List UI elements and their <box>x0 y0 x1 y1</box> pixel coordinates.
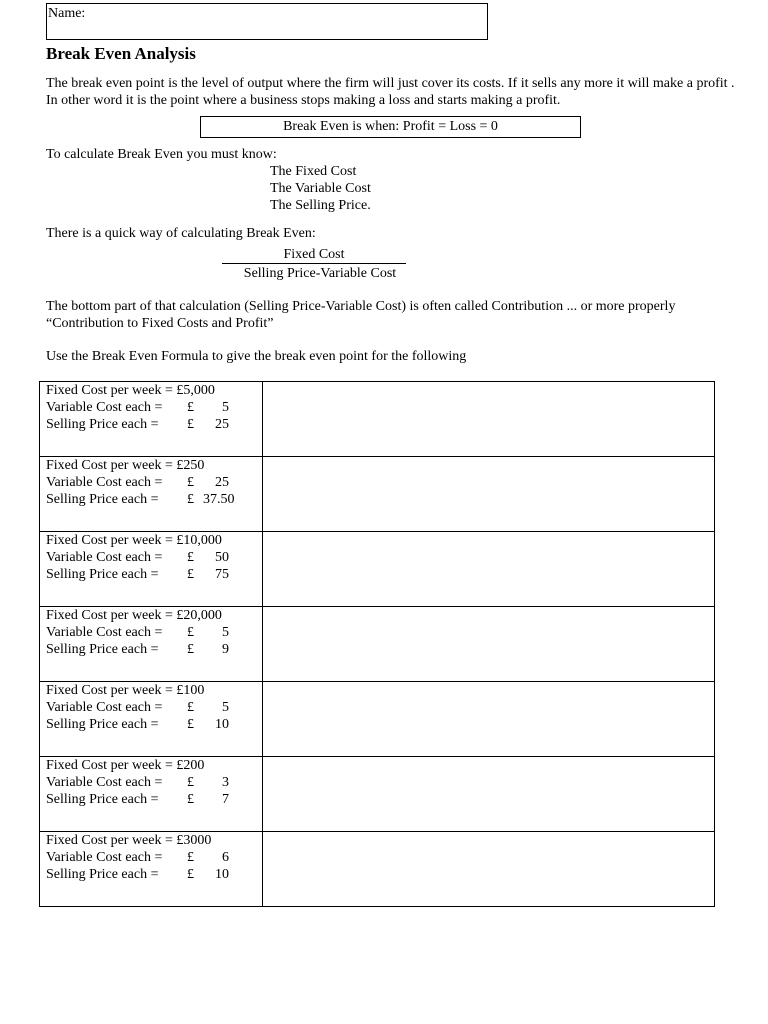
currency-symbol: £ <box>187 775 194 790</box>
name-field[interactable] <box>46 3 488 40</box>
selling-price-line <box>46 641 262 658</box>
fixed-cost-text: Fixed Cost per week = £200 <box>46 758 205 773</box>
exercise-given-values <box>40 757 263 832</box>
exercise-given-values <box>40 382 263 457</box>
exercise-row <box>40 832 715 907</box>
selling-price-line <box>46 566 262 583</box>
selling-price-value: 9 <box>222 642 229 657</box>
fixed-cost-text: Fixed Cost per week = £250 <box>46 458 205 473</box>
exercise-table <box>39 381 715 907</box>
break-even-condition-box: Break Even is when: Profit = Loss = 0 <box>200 116 581 138</box>
selling-price-value: 10 <box>215 867 229 882</box>
exercise-row <box>40 757 715 832</box>
currency-symbol: £ <box>187 700 194 715</box>
exercise-row <box>40 457 715 532</box>
fixed-cost-line <box>46 757 262 774</box>
selling-price-line <box>46 416 262 433</box>
currency-symbol: £ <box>187 642 194 657</box>
selling-price-value: 75 <box>215 567 229 582</box>
answer-cell[interactable] <box>263 382 715 457</box>
variable-cost-label: Variable Cost each = <box>46 700 163 715</box>
exercise-given-values <box>40 532 263 607</box>
currency-symbol: £ <box>187 400 194 415</box>
variable-cost-value: 50 <box>215 550 229 565</box>
fixed-cost-line <box>46 532 262 549</box>
formula-denominator: Selling Price-Variable Cost <box>243 266 397 281</box>
answer-cell[interactable] <box>263 532 715 607</box>
currency-symbol: £ <box>187 417 194 432</box>
variable-cost-label: Variable Cost each = <box>46 850 163 865</box>
requirements-heading: To calculate Break Even you must know: <box>46 147 277 162</box>
quick-method-heading: There is a quick way of calculating Break Even: <box>46 226 316 241</box>
variable-cost-label: Variable Cost each = <box>46 475 163 490</box>
currency-symbol: £ <box>187 867 194 882</box>
name-label: Name: <box>48 6 86 21</box>
page-title: Break Even Analysis <box>46 44 196 63</box>
currency-symbol: £ <box>187 492 194 507</box>
fixed-cost-line <box>46 457 262 474</box>
variable-cost-line <box>46 624 262 641</box>
exercise-given-values <box>40 682 263 757</box>
selling-price-label: Selling Price each = <box>46 417 159 432</box>
selling-price-value: 25 <box>215 417 229 432</box>
variable-cost-line <box>46 774 262 791</box>
selling-price-line <box>46 716 262 733</box>
fixed-cost-text: Fixed Cost per week = £5,000 <box>46 383 215 398</box>
variable-cost-label: Variable Cost each = <box>46 625 163 640</box>
exercise-instruction: Use the Break Even Formula to give the break even point for the following <box>46 349 467 364</box>
variable-cost-label: Variable Cost each = <box>46 550 163 565</box>
variable-cost-line <box>46 399 262 416</box>
exercise-given-values <box>40 832 263 907</box>
fixed-cost-line <box>46 607 262 624</box>
requirement-selling-price: The Selling Price. <box>270 198 371 213</box>
answer-cell[interactable] <box>263 832 715 907</box>
selling-price-value: 10 <box>215 717 229 732</box>
currency-symbol: £ <box>187 550 194 565</box>
variable-cost-line <box>46 549 262 566</box>
formula-numerator: Fixed Cost <box>222 247 406 264</box>
contribution-paragraph: The bottom part of that calculation (Selling Price-Variable Cost) is often called Contribution ... or more properly “Contribution to Fixed Costs and Profit” <box>46 299 676 331</box>
variable-cost-value: 25 <box>215 475 229 490</box>
currency-symbol: £ <box>187 475 194 490</box>
variable-cost-label: Variable Cost each = <box>46 400 163 415</box>
exercise-row <box>40 607 715 682</box>
fixed-cost-text: Fixed Cost per week = £3000 <box>46 833 212 848</box>
fixed-cost-line <box>46 832 262 849</box>
exercise-row <box>40 532 715 607</box>
answer-cell[interactable] <box>263 607 715 682</box>
exercise-given-values <box>40 457 263 532</box>
selling-price-label: Selling Price each = <box>46 867 159 882</box>
requirement-fixed-cost: The Fixed Cost <box>270 164 357 179</box>
variable-cost-line <box>46 849 262 866</box>
selling-price-label: Selling Price each = <box>46 717 159 732</box>
selling-price-label: Selling Price each = <box>46 567 159 582</box>
variable-cost-label: Variable Cost each = <box>46 775 163 790</box>
break-even-formula <box>222 247 418 282</box>
currency-symbol: £ <box>187 717 194 732</box>
selling-price-line <box>46 866 262 883</box>
exercise-row <box>40 682 715 757</box>
currency-symbol: £ <box>187 850 194 865</box>
selling-price-line <box>46 791 262 808</box>
fixed-cost-line <box>46 682 262 699</box>
variable-cost-value: 3 <box>222 775 229 790</box>
variable-cost-line <box>46 699 262 716</box>
answer-cell[interactable] <box>263 757 715 832</box>
currency-symbol: £ <box>187 625 194 640</box>
selling-price-label: Selling Price each = <box>46 792 159 807</box>
requirements-list <box>270 163 371 214</box>
currency-symbol: £ <box>187 567 194 582</box>
selling-price-label: Selling Price each = <box>46 642 159 657</box>
selling-price-value: 7 <box>222 792 229 807</box>
fixed-cost-text: Fixed Cost per week = £10,000 <box>46 533 222 548</box>
intro-paragraph: The break even point is the level of output where the firm will just cover its costs. If it sells any more it will make a profit . In other word it is the point where a business stops making a loss and starts making a profit. <box>46 76 735 108</box>
fixed-cost-text: Fixed Cost per week = £100 <box>46 683 205 698</box>
selling-price-value: 37.50 <box>203 492 235 507</box>
exercise-row <box>40 382 715 457</box>
variable-cost-value: 5 <box>222 400 229 415</box>
variable-cost-value: 5 <box>222 700 229 715</box>
fixed-cost-line <box>46 382 262 399</box>
fixed-cost-text: Fixed Cost per week = £20,000 <box>46 608 222 623</box>
variable-cost-line <box>46 474 262 491</box>
selling-price-line <box>46 491 262 508</box>
answer-cell[interactable] <box>263 682 715 757</box>
currency-symbol: £ <box>187 792 194 807</box>
selling-price-label: Selling Price each = <box>46 492 159 507</box>
requirement-variable-cost: The Variable Cost <box>270 181 371 196</box>
variable-cost-value: 5 <box>222 625 229 640</box>
answer-cell[interactable] <box>263 457 715 532</box>
variable-cost-value: 6 <box>222 850 229 865</box>
exercise-given-values <box>40 607 263 682</box>
